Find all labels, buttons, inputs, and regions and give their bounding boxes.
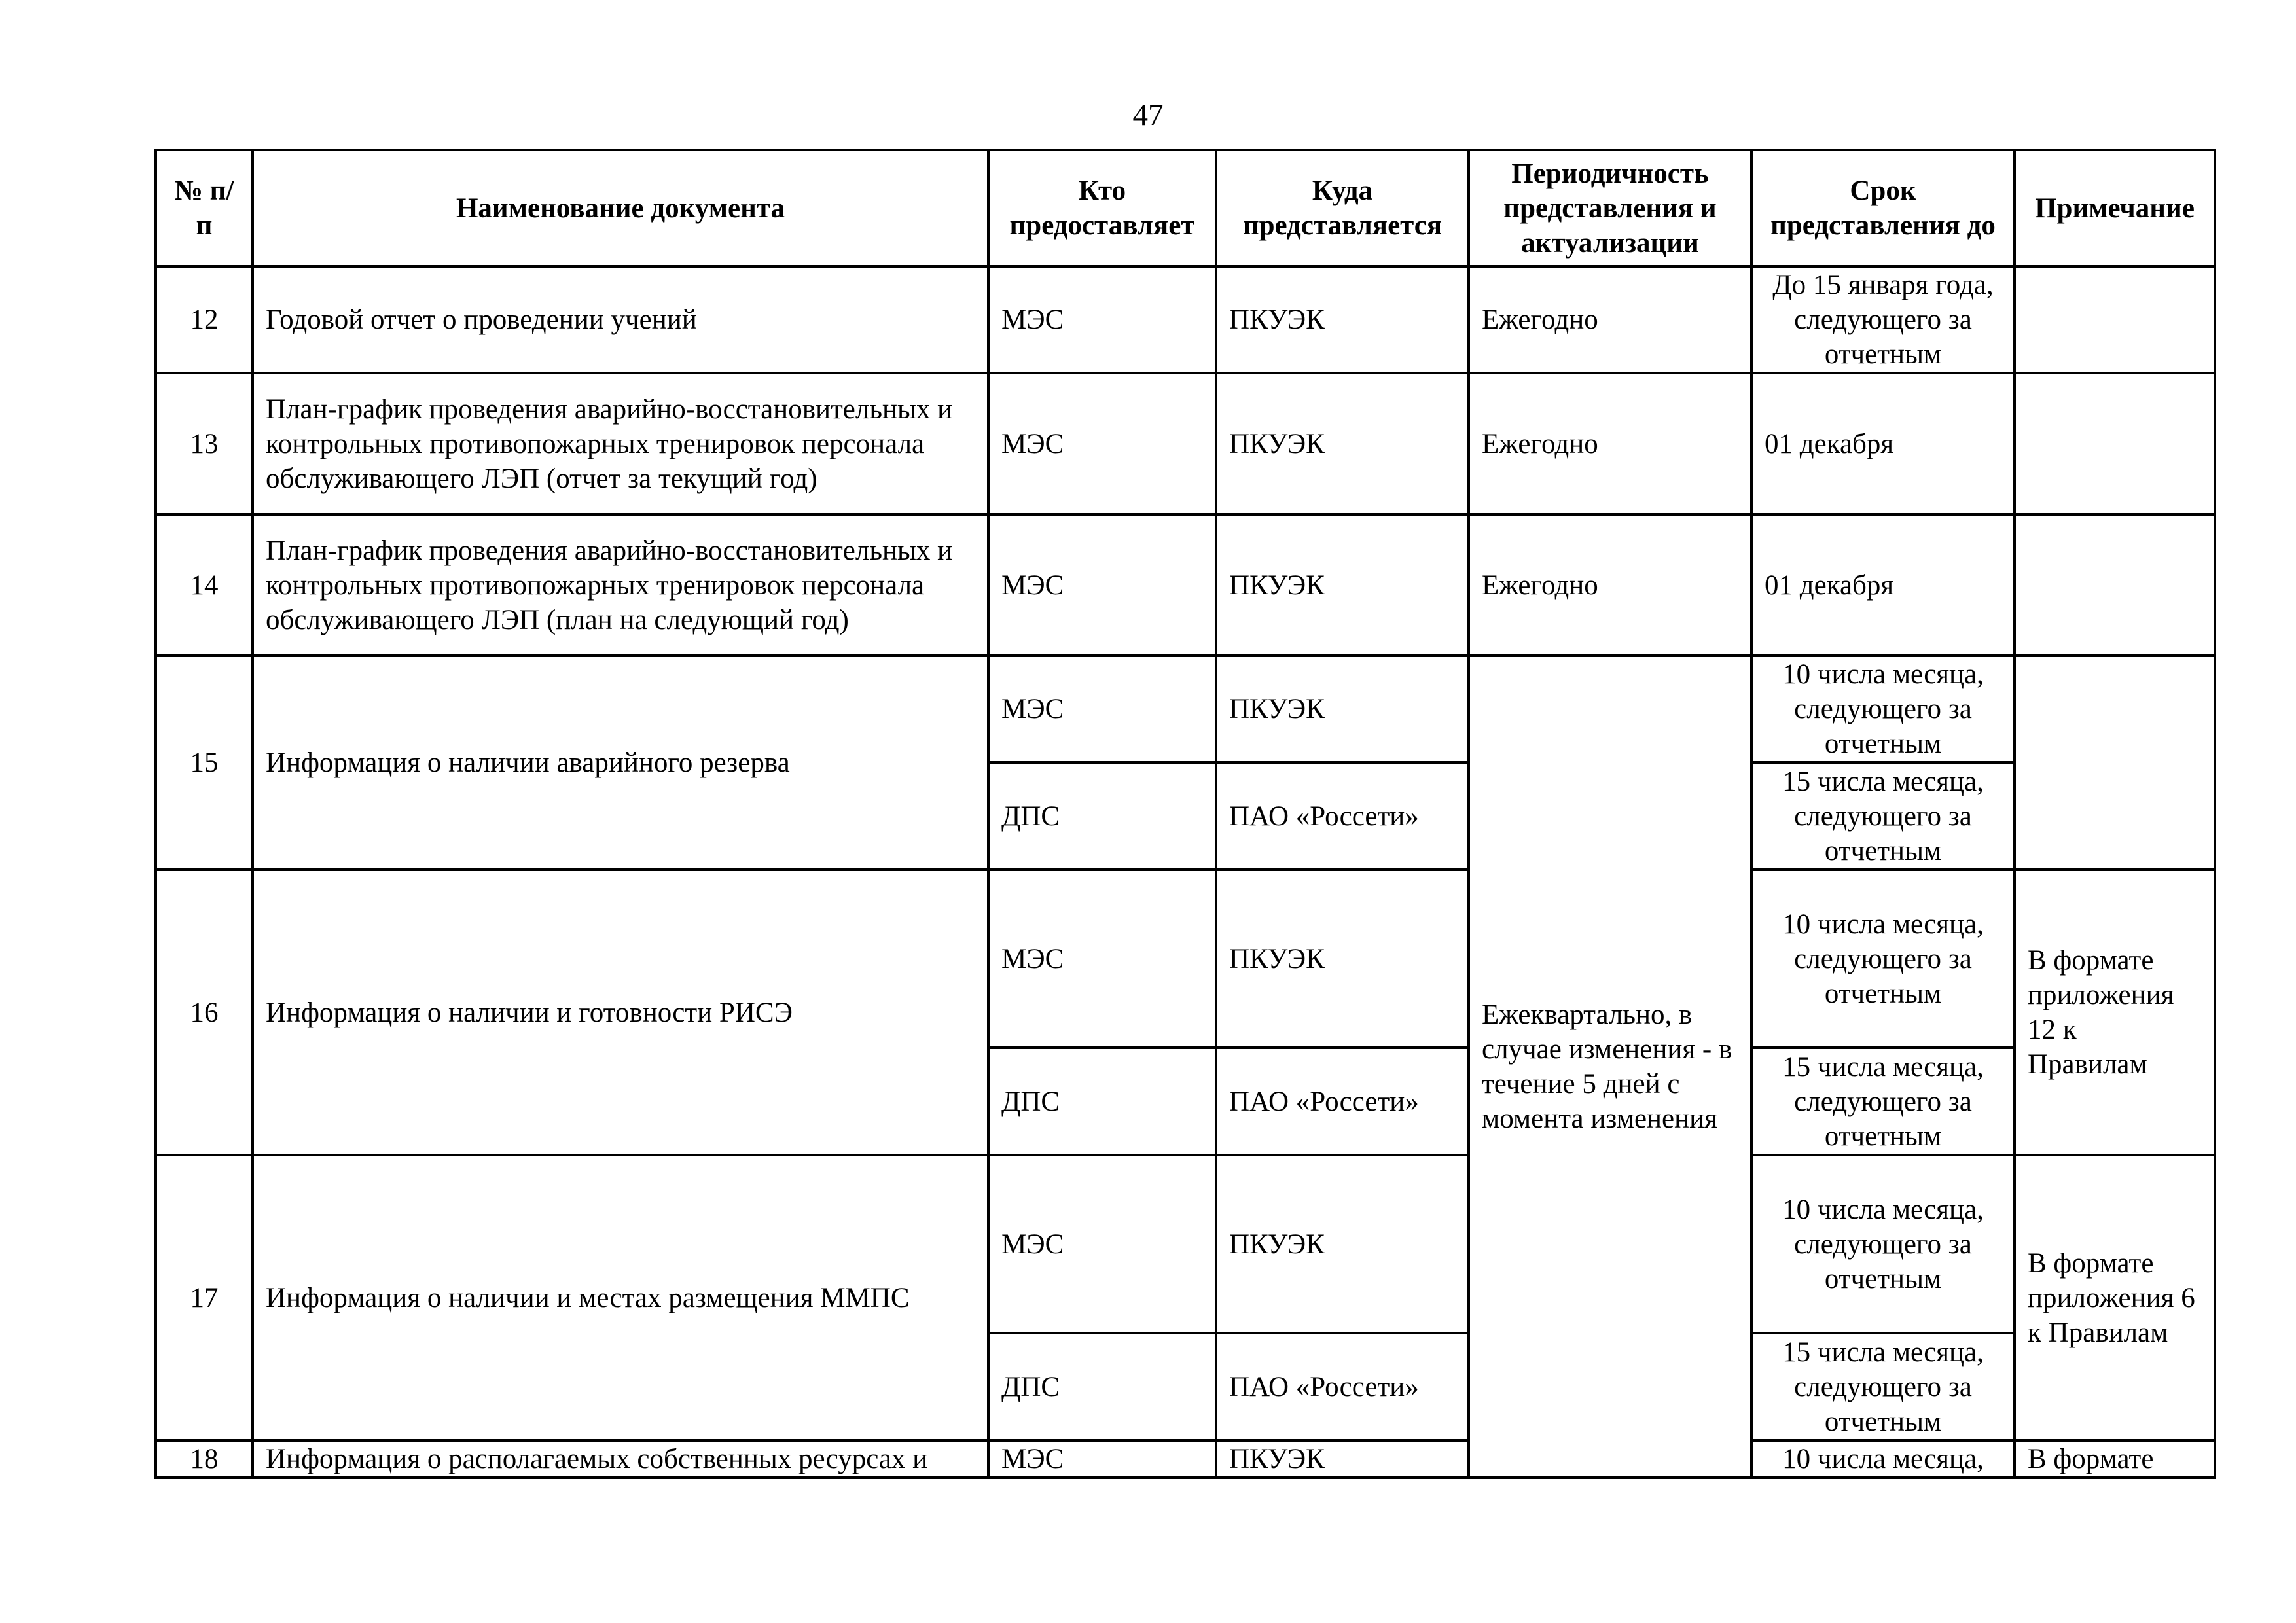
table-row [156,1440,2215,1478]
row-number: 13 [156,373,253,514]
provider: ДПС [988,762,1216,870]
document-name: Информация о наличии и готовности РИСЭ [253,870,988,1155]
note: В формате приложения 6 к Правилам [2015,1155,2215,1440]
document-name: Информация о располагаемых собственных ресурсах и [253,1440,988,1478]
table-row [156,266,2215,373]
table-row [156,656,2215,762]
table-row [156,1155,2215,1333]
recipient: ПКУЭК [1216,266,1469,373]
document-name: Информация о наличии и местах размещения ММПС [253,1155,988,1440]
provider: МЭС [988,266,1216,373]
deadline: До 15 января года, следующего за отчетным [1751,266,2015,373]
row-number: 18 [156,1440,253,1478]
recipient: ПАО «Россети» [1216,1048,1469,1155]
frequency: Ежегодно [1469,266,1751,373]
header-deadline: Срок представления до [1751,150,2015,266]
table-row [156,514,2215,656]
document-name: Годовой отчет о проведении учений [253,266,988,373]
recipient: ПКУЭК [1216,514,1469,656]
header-note: Примечание [2015,150,2215,266]
row-number: 12 [156,266,253,373]
note [2015,514,2215,656]
recipient: ПКУЭК [1216,1155,1469,1333]
recipient: ПАО «Россети» [1216,762,1469,870]
deadline: 10 числа месяца, следующего за отчетным [1751,870,2015,1048]
note [2015,373,2215,514]
deadline: 10 числа месяца, следующего за отчетным [1751,656,2015,762]
deadline: 15 числа месяца, следующего за отчетным [1751,1333,2015,1440]
provider: МЭС [988,1440,1216,1478]
page-number: 47 [1132,98,1164,132]
header-where: Куда представляется [1216,150,1469,266]
table-row [156,373,2215,514]
deadline: 10 числа месяца, [1751,1440,2015,1478]
provider: МЭС [988,1155,1216,1333]
header-row [156,150,2215,266]
table-row [156,870,2215,1048]
document-name: План-график проведения аварийно-восстановительных и контрольных противопожарных тренировок персонала обслуживающего ЛЭП (отчет за текущий год) [253,373,988,514]
recipient: ПКУЭК [1216,1440,1469,1478]
header-num: № п/п [156,150,253,266]
provider: МЭС [988,870,1216,1048]
note: В формате [2015,1440,2215,1478]
recipient: ПКУЭК [1216,373,1469,514]
shared-frequency: Ежеквартально, в случае изменения - в течение 5 дней с момента изменения [1469,656,1751,1478]
recipient: ПАО «Россети» [1216,1333,1469,1440]
deadline: 15 числа месяца, следующего за отчетным [1751,1048,2015,1155]
provider: МЭС [988,514,1216,656]
row-number: 16 [156,870,253,1155]
deadline: 10 числа месяца, следующего за отчетным [1751,1155,2015,1333]
header-frequency: Периодичность представления и актуализации [1469,150,1751,266]
note [2015,266,2215,373]
row-number: 17 [156,1155,253,1440]
recipient: ПКУЭК [1216,870,1469,1048]
row-number: 15 [156,656,253,870]
provider: МЭС [988,373,1216,514]
document-name: Информация о наличии аварийного резерва [253,656,988,870]
note: В формате приложения 12 к Правилам [2015,870,2215,1155]
note [2015,656,2215,870]
deadline: 01 декабря [1751,514,2015,656]
provider: ДПС [988,1048,1216,1155]
row-number: 14 [156,514,253,656]
document-name: План-график проведения аварийно-восстановительных и контрольных противопожарных тренировок персонала обслуживающего ЛЭП (план на следующий год) [253,514,988,656]
recipient: ПКУЭК [1216,656,1469,762]
frequency: Ежегодно [1469,514,1751,656]
deadline: 15 числа месяца, следующего за отчетным [1751,762,2015,870]
header-who: Кто предоставляет [988,150,1216,266]
provider: МЭС [988,656,1216,762]
documents-table [154,149,2216,1479]
deadline: 01 декабря [1751,373,2015,514]
header-name: Наименование документа [253,150,988,266]
provider: ДПС [988,1333,1216,1440]
frequency: Ежегодно [1469,373,1751,514]
